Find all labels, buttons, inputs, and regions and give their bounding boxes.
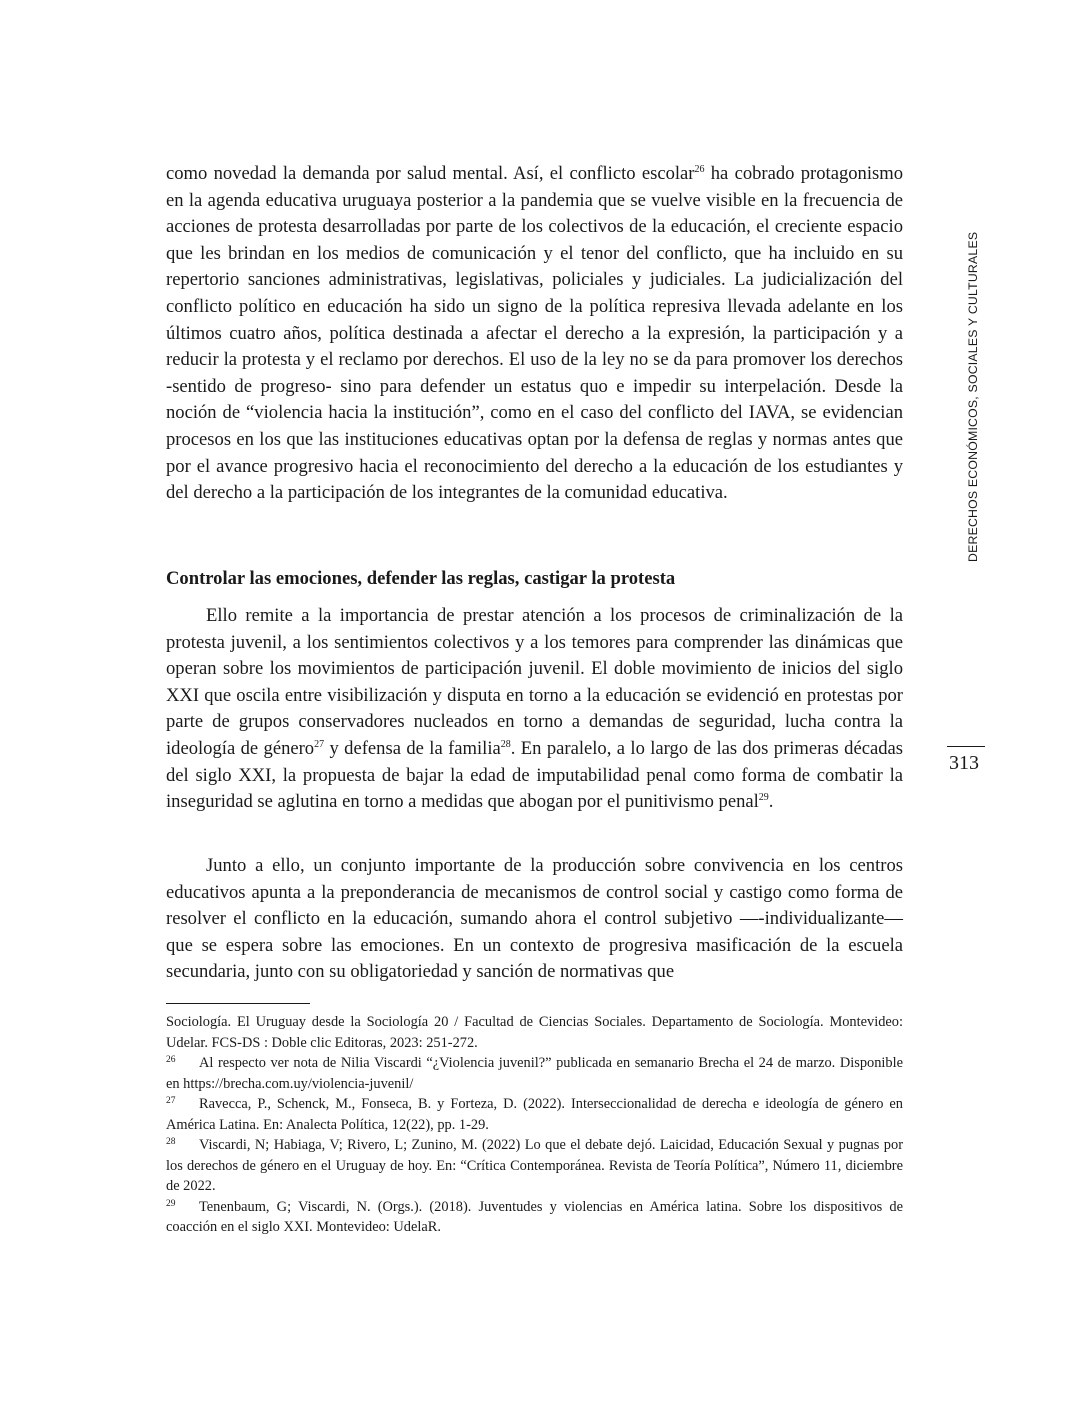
para1-text-a: como novedad la demanda por salud mental. Así, el conflicto escolar xyxy=(166,163,695,184)
footnote-separator xyxy=(166,1003,310,1004)
section-heading: Controlar las emociones, defender las reglas, castigar la protesta xyxy=(166,568,676,589)
footnote-ref-28[interactable]: 28 xyxy=(500,738,511,750)
footnote-text: Al respecto ver nota de Nilia Viscardi “¿Violencia juvenil?” publicada en semanario Brecha el 24 de marzo. Disponible en https://brecha.com.uy/violencia-juvenil/ xyxy=(166,1055,903,1092)
para2-text-a: Ello remite a la importancia de prestar atención a los procesos de criminalización de la protesta juvenil, a los sentimientos colectivos y a los temores para comprender las dinámicas que operan sobre los movimientos de participación juvenil. El doble movimiento de inicios del siglo XXI que oscila entre visibilización y disputa en torno a la educación se evidenció en protestas por parte de grupos conservadores nucleados en torno a demandas de seguridad, lucha contra la ideología de género xyxy=(166,605,903,759)
para2-text-b: y defensa de la familia xyxy=(324,737,501,759)
footnote-ref-26[interactable]: 26 xyxy=(694,164,705,175)
para2-text-c: . En paralelo, a lo largo de las dos primeras décadas del siglo XXI, la propuesta de bajar la edad de imputabilidad penal como forma de combatir la inseguridad se aglutina en torno a medidas que abogan por el punitivismo penal xyxy=(166,737,903,813)
running-head: DERECHOS ECONÓMICOS, SOCIALES Y CULTURALES xyxy=(966,231,980,562)
para2-text-d: . xyxy=(768,791,774,813)
para1-text-b: ha cobrado protagonismo en la agenda educativa uruguaya posterior a la pandemia que se vuelve visible en la frecuencia de acciones de protesta desarrolladas por parte de los colectivos de la educación, el creciente espacio que les brindan en los medios de comunicación y el tenor del conflicto, que ha incluido en su repertorio sanciones administrativas, legislativas, policiales y judiciales. La judicialización del conflicto político en educación ha sido un signo de la política represiva llevada adelante en los últimos cuatro años, política destinada a afectar el derecho a la expresión, la participación y a reducir la protesta y el reclamo por derechos. El uso de la ley no se da para promover los derechos -sentido de progreso- sino para defender un estatus quo e impedir su interpelación. Desde la noción de “violencia hacia la institución”, como en el caso del conflicto del IAVA, se evidencian procesos en los que las instituciones educativas optan por la defensa de reglas y normas antes que por el avance progresivo hacia el reconocimiento del derecho a la educación de los estudiantes y del derecho a la participación de los integrantes de la comunidad educativa. xyxy=(166,163,904,504)
footnote-continued: Sociología. El Uruguay desde la Sociología 20 / Facultad de Ciencias Sociales. Departamento de Sociología. Montevideo: Udelar. FCS-DS : Doble clic Editoras, 2023: 251-272. xyxy=(166,1014,903,1051)
page-number: 313 xyxy=(949,752,979,774)
footnote-text: Viscardi, N; Habiaga, V; Rivero, L; Zunino, M. (2022) Lo que el debate dejó. Laicidad, Educación Sexual y pugnas por los derechos de género en el Uruguay de hoy. En: “Crítica Contemporánea. Revista de Teoría Política”, Número 11, diciembre de 2022. xyxy=(166,1137,903,1194)
footnote-28: 28 Viscardi, N; Habiaga, V; Rivero, L; Zunino, M. (2022) Lo que el debate dejó. Laicidad, Educación Sexual y pugnas por los derechos de género en el Uruguay de hoy. En: “Crítica Contemporánea. Revista de Teoría Política”, Número 11, diciembre de 2022. xyxy=(166,1137,903,1194)
footnote-text: Tenenbaum, G; Viscardi, N. (Orgs.). (2018). Juventudes y violencias en América latina. Sobre los dispositivos de coacción en el siglo XXI. Montevideo: UdelaR. xyxy=(166,1198,903,1235)
footnote-26: 26 Al respecto ver nota de Nilia Viscardi “¿Violencia juvenil?” publicada en semanario Brecha el 24 de marzo. Disponible en https://brecha.com.uy/violencia-juvenil/ xyxy=(166,1055,903,1092)
body-paragraph-2 xyxy=(166,603,903,816)
footnote-27: 27 Ravecca, P., Schenck, M., Fonseca, B. y Forteza, D. (2022). Interseccionalidad de derecha e ideología de género en América Latina. En: Analecta Política, 12(22), pp. 1-29. xyxy=(166,1096,903,1133)
footnotes xyxy=(166,1012,903,1238)
footnote-text: Ravecca, P., Schenck, M., Fonseca, B. y Forteza, D. (2022). Interseccionalidad de derecha e ideología de género en América Latina. En: Analecta Política, 12(22), pp. 1-29. xyxy=(166,1096,903,1133)
footnote-ref-29[interactable]: 29 xyxy=(758,792,769,804)
footnote-29: 29 Tenenbaum, G; Viscardi, N. (Orgs.). (2018). Juventudes y violencias en América latina. Sobre los dispositivos de coacción en el siglo XXI. Montevideo: UdelaR. xyxy=(166,1198,903,1235)
body-paragraph-1 xyxy=(166,161,903,507)
footnote-ref-27[interactable]: 27 xyxy=(314,738,325,750)
page-number-rule xyxy=(947,746,985,747)
body-paragraph-3: Junto a ello, un conjunto importante de la producción sobre convivencia en los centros educativos apunta a la preponderancia de mecanismos de control social y castigo como forma de resolver el conflicto en la educación, sumando ahora el control subjetivo —-individualizante— que se espera sobre las emociones. En un contexto de progresiva masificación de la escuela secundaria, junto con su obligatoriedad y sanción de normativas que xyxy=(166,855,903,983)
